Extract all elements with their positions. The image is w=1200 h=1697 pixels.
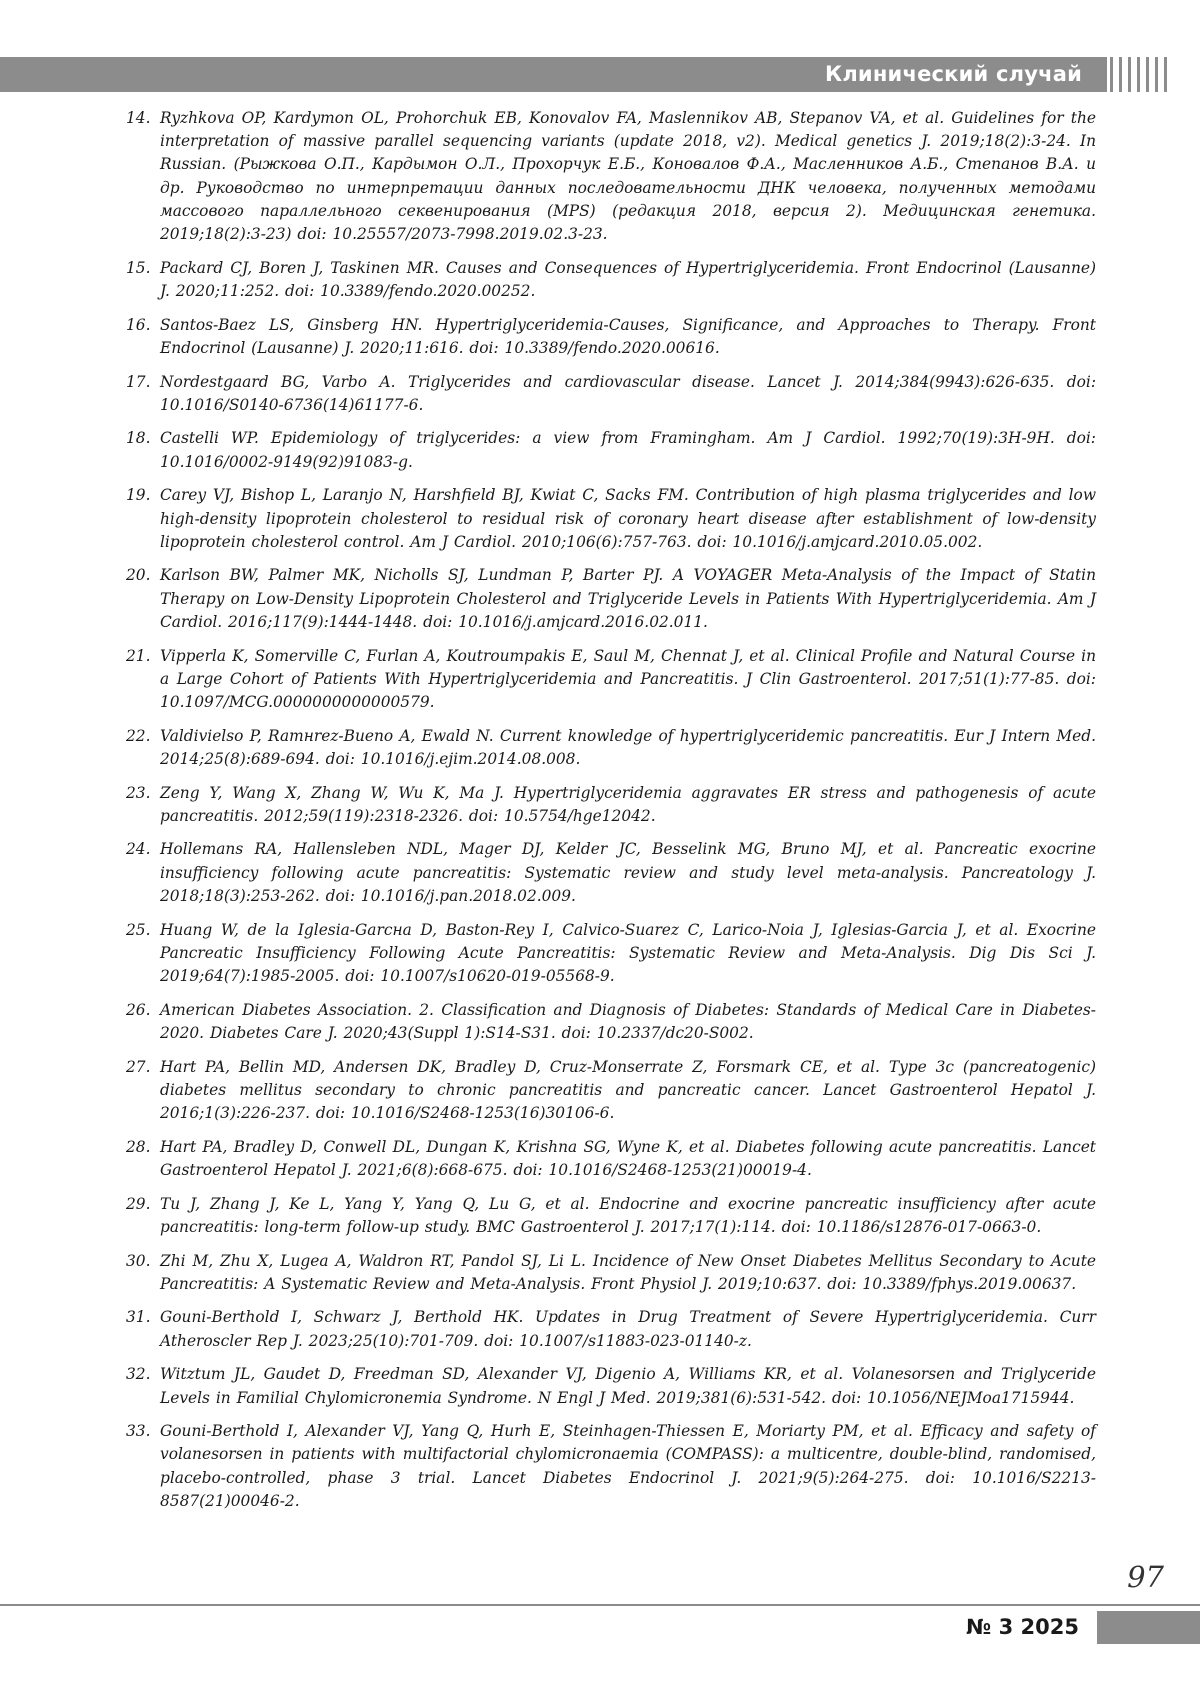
footer-block-decoration [1097, 1611, 1200, 1644]
reference-text: Zeng Y, Wang X, Zhang W, Wu K, Ma J. Hypertriglyceridemia aggravates ER stress and pathogenesis of acute pancreatitis. 2012;59(119):2318-2326. doi: 10.5754/hge12042. [160, 784, 1096, 825]
reference-text: American Diabetes Association. 2. Classification and Diagnosis of Diabetes: Standards of Medical Care in Diabetes-2020. Diabetes Care J. 2020;43(Suppl 1):S14-S31. doi: 10.2337/dc20-S002. [160, 1001, 1096, 1042]
reference-item [126, 257, 1096, 303]
reference-list [126, 107, 1096, 1524]
reference-item [126, 645, 1096, 715]
reference-item [126, 1363, 1096, 1409]
reference-number: 18. [126, 427, 150, 450]
reference-number: 33. [126, 1420, 150, 1443]
issue-label: № 3 2025 [966, 1611, 1079, 1644]
reference-number: 27. [126, 1056, 150, 1079]
reference-item [126, 1056, 1096, 1126]
reference-text: Gouni-Berthold I, Schwarz J, Berthold HK. Updates in Drug Treatment of Severe Hypertriglyceridemia. Curr Atheroscler Rep J. 2023;25(10):701-709. doi: 10.1007/s11883-023-01140-z. [160, 1308, 1096, 1349]
reference-number: 24. [126, 838, 150, 861]
reference-text: Huang W, de la Iglesia-Garcнa D, Baston-Rey I, Calvico-Suarez C, Larico-Noia J, Iglesias-Garcia J, et al. Exocrine Pancreatic Insufficiency Following Acute Pancreatitis: Systematic Review and Meta-Analysis. Dig Dis Sci J. 2019;64(7):1985-2005. doi: 10.1007/s10620-019-05568-9. [160, 921, 1096, 985]
stripe [1137, 57, 1140, 92]
reference-number: 21. [126, 645, 150, 668]
reference-text: Hart PA, Bellin MD, Andersen DK, Bradley D, Cruz-Monserrate Z, Forsmark CE, et al. Type 3c (pancreatogenic) diabetes mellitus secondary to chronic pancreatitis and pancreatic cancer. Lancet Gastroenterol Hepatol J. 2016;1(3):226-237. doi: 10.1016/S2468-1253(16)30106-6. [160, 1058, 1096, 1122]
reference-item [126, 725, 1096, 771]
stripe [1155, 57, 1158, 92]
stripe [1110, 57, 1113, 92]
reference-text: Nordestgaard BG, Varbo A. Triglycerides and cardiovascular disease. Lancet J. 2014;384(9943):626-635. doi: 10.1016/S0140-6736(14)61177-6. [160, 373, 1096, 414]
reference-text: Ryzhkova OP, Kardymon OL, Prohorchuk EB, Konovalov FA, Maslennikov AB, Stepanov VA, et al. Guidelines for the interpretation of massive parallel sequencing variants (update 2018, v2). Medical genetics J. 2019;18(2):3-24. In Russian. (Рыжкова О.П., Кардымон О.Л., Прохорчук Е.Б., Коновалов Ф.А., Масленников А.Б., Степанов В.А. и др. Руководство по интерпретации данных последовательности ДНК человека, полученных методами массового параллельного секвенирования (MPS) (редакция 2018, версия 2). Медицинская генетика. 2019;18(2):3-23) doi: 10.25557/2073-7998.2019.02.3-23. [160, 109, 1096, 243]
reference-number: 17. [126, 371, 150, 394]
reference-number: 14. [126, 107, 150, 130]
stripe [1146, 57, 1149, 92]
reference-text: Hollemans RA, Hallensleben NDL, Mager DJ, Kelder JC, Besselink MG, Bruno MJ, et al. Pancreatic exocrine insufficiency following acute pancreatitis: Systematic review and study level meta-analysis. Pancreatology J. 2018;18(3):253-262. doi: 10.1016/j.pan.2018.02.009. [160, 840, 1096, 904]
reference-text: Valdivielso P, Ramнrez-Bueno A, Ewald N. Current knowledge of hypertriglyceridemic pancreatitis. Eur J Intern Med. 2014;25(8):689-694. doi: 10.1016/j.ejim.2014.08.008. [160, 727, 1096, 768]
reference-number: 26. [126, 999, 150, 1022]
reference-item [126, 1306, 1096, 1352]
reference-number: 29. [126, 1193, 150, 1216]
reference-number: 22. [126, 725, 150, 748]
header-stripes-decoration [1110, 57, 1172, 92]
footer-divider [0, 1604, 1200, 1606]
reference-item [126, 427, 1096, 473]
reference-number: 32. [126, 1363, 150, 1386]
stripe [1128, 57, 1131, 92]
reference-number: 31. [126, 1306, 150, 1329]
reference-text: Packard CJ, Boren J, Taskinen MR. Causes and Consequences of Hypertriglyceridemia. Front Endocrinol (Lausanne) J. 2020;11:252. doi: 10.3389/fendo.2020.00252. [160, 259, 1096, 300]
reference-item [126, 1136, 1096, 1182]
reference-item [126, 1193, 1096, 1239]
reference-number: 16. [126, 314, 150, 337]
reference-item [126, 1420, 1096, 1513]
reference-number: 30. [126, 1250, 150, 1273]
reference-item [126, 314, 1096, 360]
reference-text: Tu J, Zhang J, Ke L, Yang Y, Yang Q, Lu G, et al. Endocrine and exocrine pancreatic insufficiency after acute pancreatitis: long-term follow-up study. BMC Gastroenterol J. 2017;17(1):114. doi: 10.1186/s12876-017-0663-0. [160, 1195, 1096, 1236]
section-title: Клинический случай [825, 57, 1082, 92]
reference-item [126, 999, 1096, 1045]
reference-item [126, 919, 1096, 989]
reference-item [126, 484, 1096, 554]
reference-text: Santos-Baez LS, Ginsberg HN. Hypertriglyceridemia-Causes, Significance, and Approaches to Therapy. Front Endocrinol (Lausanne) J. 2020;11:616. doi: 10.3389/fendo.2020.00616. [160, 316, 1096, 357]
reference-number: 25. [126, 919, 150, 942]
reference-text: Carey VJ, Bishop L, Laranjo N, Harshfield BJ, Kwiat C, Sacks FM. Contribution of high plasma triglycerides and low high-density lipoprotein cholesterol to residual risk of coronary heart disease after establishment of low-density lipoprotein cholesterol control. Am J Cardiol. 2010;106(6):757-763. doi: 10.1016/j.amjcard.2010.05.002. [160, 486, 1096, 550]
reference-text: Vipperla K, Somerville C, Furlan A, Koutroumpakis E, Saul M, Chennat J, et al. Clinical Profile and Natural Course in a Large Cohort of Patients With Hypertriglyceridemia and Pancreatitis. J Clin Gastroenterol. 2017;51(1):77-85. doi: 10.1097/MCG.0000000000000579. [160, 647, 1096, 711]
reference-text: Witztum JL, Gaudet D, Freedman SD, Alexander VJ, Digenio A, Williams KR, et al. Volanesorsen and Triglyceride Levels in Familial Chylomicronemia Syndrome. N Engl J Med. 2019;381(6):531-542. doi: 10.1056/NEJMoa1715944. [160, 1365, 1096, 1406]
reference-item [126, 107, 1096, 246]
stripe [1119, 57, 1122, 92]
reference-item [126, 782, 1096, 828]
reference-number: 28. [126, 1136, 150, 1159]
reference-text: Karlson BW, Palmer MK, Nicholls SJ, Lundman P, Barter PJ. A VOYAGER Meta-Analysis of the Impact of Statin Therapy on Low-Density Lipoprotein Cholesterol and Triglyceride Levels in Patients With Hypertriglyceridemia. Am J Cardiol. 2016;117(9):1444-1448. doi: 10.1016/j.amjcard.2016.02.011. [160, 566, 1096, 630]
reference-item [126, 564, 1096, 634]
reference-text: Zhi M, Zhu X, Lugea A, Waldron RT, Pandol SJ, Li L. Incidence of New Onset Diabetes Mellitus Secondary to Acute Pancreatitis: A Systematic Review and Meta-Analysis. Front Physiol J. 2019;10:637. doi: 10.3389/fphys.2019.00637. [160, 1252, 1096, 1293]
reference-number: 20. [126, 564, 150, 587]
reference-text: Hart PA, Bradley D, Conwell DL, Dungan K, Krishna SG, Wyne K, et al. Diabetes following acute pancreatitis. Lancet Gastroenterol Hepatol J. 2021;6(8):668-675. doi: 10.1016/S2468-1253(21)00019-4. [160, 1138, 1096, 1179]
reference-number: 15. [126, 257, 150, 280]
reference-item [126, 371, 1096, 417]
reference-item [126, 838, 1096, 908]
stripe [1164, 57, 1167, 92]
reference-item [126, 1250, 1096, 1296]
reference-number: 23. [126, 782, 150, 805]
reference-text: Castelli WP. Epidemiology of triglycerides: a view from Framingham. Am J Cardiol. 1992;70(19):3H-9H. doi: 10.1016/0002-9149(92)91083-g. [160, 429, 1096, 470]
reference-number: 19. [126, 484, 150, 507]
page-number: 97 [1127, 1560, 1164, 1594]
reference-text: Gouni-Berthold I, Alexander VJ, Yang Q, Hurh E, Steinhagen-Thiessen E, Moriarty PM, et al. Efficacy and safety of volanesorsen in patients with multifactorial chylomicronaemia (COMPASS): a multicentre, double-blind, randomised, placebo-controlled, phase 3 trial. Lancet Diabetes Endocrinol J. 2021;9(5):264-275. doi: 10.1016/S2213-8587(21)00046-2. [160, 1422, 1096, 1510]
